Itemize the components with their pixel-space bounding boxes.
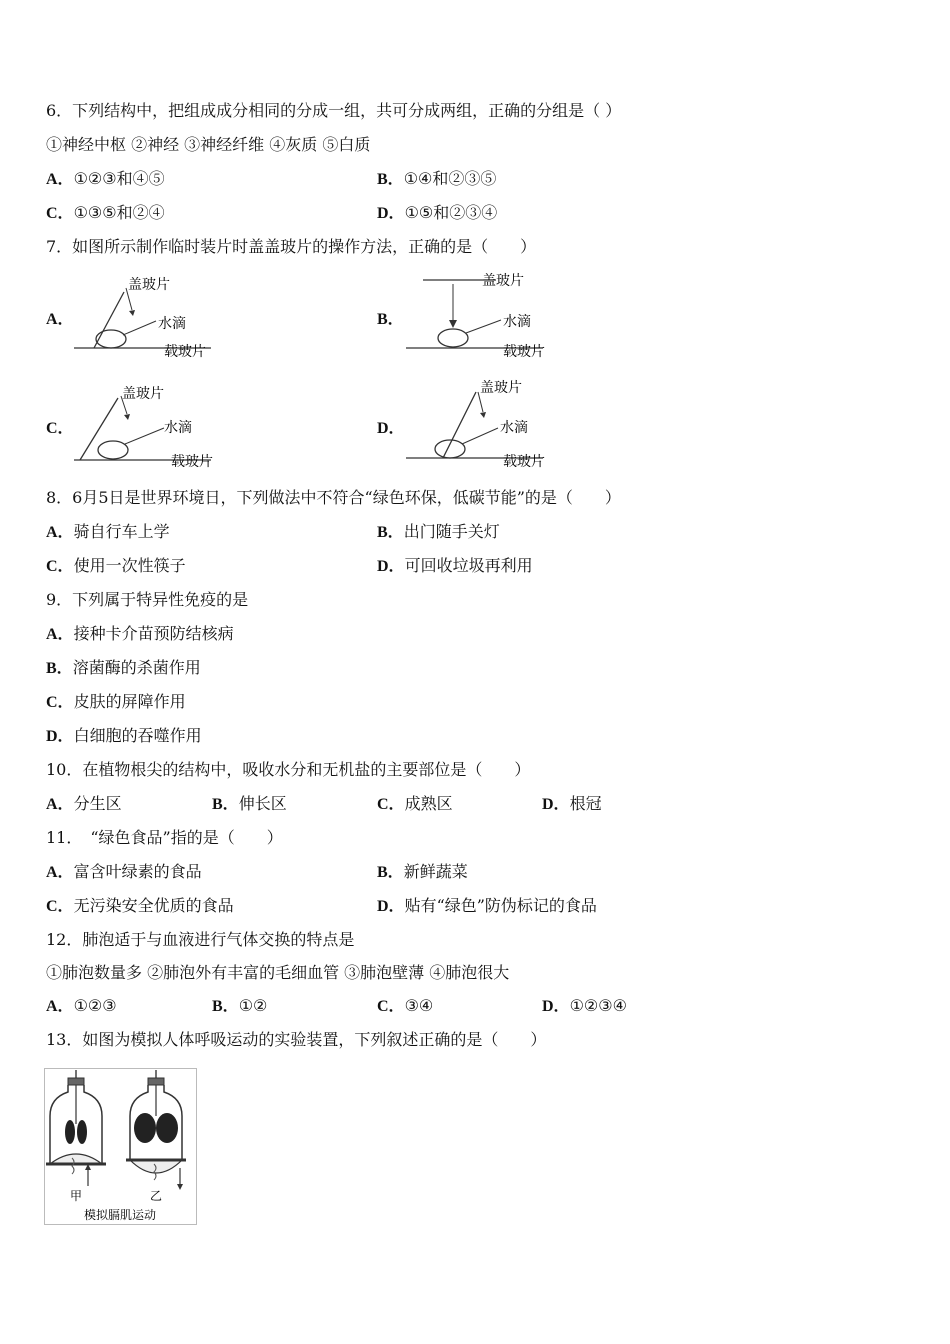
option-letter: B． [377,864,404,881]
q9-stem: 9．下列属于特异性免疫的是 [46,590,249,609]
option-text: ①② [238,996,268,1015]
option-text: 皮肤的屏障作用 [73,692,186,711]
q6-option-c[interactable] [46,202,165,225]
option-letter: B． [212,796,239,813]
label-cover-slip: 盖玻片 [480,380,522,396]
option-letter: C． [46,205,74,222]
q11-option-c[interactable] [46,895,234,918]
option-text: ①③⑤和②④ [73,203,165,222]
arrow-head [124,414,130,420]
label-slide: 载玻片 [171,454,213,470]
option-text: 使用一次性筷子 [73,556,186,575]
label-yi: 乙 [150,1189,163,1203]
option-text: ①②③和④⑤ [73,169,165,188]
cover-slip-line [443,392,476,458]
option-letter: B． [377,524,404,541]
cover-slip-line [94,292,124,348]
option-text: 富含叶绿素的食品 [73,862,202,881]
label-slide: 载玻片 [164,344,206,360]
q9-option-c[interactable] [46,691,186,714]
right-lung-balloon [156,1113,178,1143]
option-letter: C． [46,694,74,711]
option-letter: A． [46,864,74,881]
label-water-drop: 水滴 [164,420,192,436]
water-drop-shape [96,330,126,348]
option-letter: D． [377,205,405,222]
option-letter: B． [212,998,239,1015]
label-slide: 载玻片 [503,344,545,360]
label-cover-slip: 盖玻片 [128,277,170,293]
q12-option-d[interactable] [542,995,627,1018]
q11-option-b[interactable] [377,861,468,884]
q9-option-b[interactable] [46,657,201,680]
right-lung-balloon [77,1120,87,1144]
q8-option-c[interactable] [46,555,186,578]
option-text: 无污染安全优质的食品 [73,896,234,915]
cover-slip-line [80,398,118,460]
label-water-drop: 水滴 [503,314,531,330]
option-text: 出门随手关灯 [403,522,500,541]
option-letter: C． [377,796,405,813]
option-text: 接种卡介苗预防结核病 [73,624,234,643]
q12-option-c[interactable] [377,995,433,1018]
pointer-line [462,428,498,444]
option-text: ③④ [404,996,434,1015]
option-letter: B． [377,311,404,328]
q9-option-d[interactable] [46,725,202,748]
option-letter: A． [46,311,74,328]
q10-option-d[interactable] [542,793,602,816]
q6-option-d[interactable] [377,202,497,225]
option-letter: D． [542,796,570,813]
label-slide: 载玻片 [503,454,545,470]
label-cover-slip: 盖玻片 [482,273,524,289]
arrow-head [129,310,135,316]
label-water-drop: 水滴 [158,316,186,332]
q11-option-a[interactable] [46,861,202,884]
q12-stem: 12．肺泡适于与血液进行气体交换的特点是 [46,930,355,949]
q11-option-d[interactable] [377,895,597,918]
option-letter: C． [377,998,405,1015]
option-letter: A． [46,524,74,541]
q6-option-b[interactable] [377,168,496,191]
label-cover-slip: 盖玻片 [122,386,164,402]
q10-option-c[interactable] [377,793,453,816]
option-text: 可回收垃圾再利用 [404,556,533,575]
q7-figure-a [66,268,226,368]
q8-option-b[interactable] [377,521,500,544]
option-text: 伸长区 [238,794,287,813]
option-letter: B． [377,171,404,188]
option-letter: D． [46,728,74,745]
q8-stem: 8．6月5日是世界环境日，下列做法中不符合“绿色环保，低碳节能”的是（ ） [46,488,621,507]
q7-figure-b [398,268,558,368]
option-text: 骑自行车上学 [73,522,170,541]
water-drop-shape [98,441,128,459]
water-drop-shape [438,329,468,347]
q6-items: ①神经中枢 ②神经 ③神经纤维 ④灰质 ⑤白质 [46,135,371,154]
pointer-line [125,428,164,444]
q12-option-a[interactable] [46,995,117,1018]
q9-option-a[interactable] [46,623,234,646]
option-letter: D． [377,420,405,437]
option-letter: D． [542,998,570,1015]
option-letter: C． [46,898,74,915]
option-text: 分生区 [73,794,122,813]
option-text: ①④和②③⑤ [403,169,497,188]
q7-figure-c [66,378,226,478]
q6-option-a[interactable] [46,168,165,191]
option-letter: A． [46,171,74,188]
option-text: ①②③④ [569,996,627,1015]
label-jia: 甲 [70,1189,83,1203]
q12-items: ①肺泡数量多 ②肺泡外有丰富的毛细血管 ③肺泡壁薄 ④肺泡很大 [46,963,510,982]
q10-option-b[interactable] [212,793,287,816]
q6-stem: 6．下列结构中，把组成成分相同的分成一组，共可分成两组，正确的分组是（ ） [46,101,622,120]
option-text: 新鲜蔬菜 [403,862,468,881]
q13-breathing-model-figure [44,1068,198,1226]
option-text: ①②③ [73,996,117,1015]
pointer-line [123,321,156,335]
q12-option-b[interactable] [212,995,267,1018]
q7-stem: 7．如图所示制作临时装片时盖盖玻片的操作方法，正确的是（ ） [46,237,537,256]
pointer-line [466,320,501,333]
arrow-head [480,412,486,418]
q11-stem: 11． “绿色食品”指的是（ ） [46,828,283,847]
option-letter: C． [46,420,74,437]
option-letter: D． [377,558,405,575]
option-text: 成熟区 [404,794,453,813]
option-text: ①⑤和②③④ [404,203,498,222]
figure-caption: 模拟膈肌运动 [84,1208,157,1222]
option-letter: C． [46,558,74,575]
option-text: 贴有“绿色”防伪标记的食品 [404,896,597,915]
option-text: 根冠 [569,794,602,813]
option-letter: B． [46,660,73,677]
q10-option-a[interactable] [46,793,122,816]
label-water-drop: 水滴 [500,420,528,436]
q10-stem: 10．在植物根尖的结构中，吸收水分和无机盐的主要部位是（ ） [46,760,531,779]
q8-option-d[interactable] [377,555,533,578]
option-text: 溶菌酶的杀菌作用 [72,658,201,677]
option-letter: A． [46,626,74,643]
left-lung-balloon [134,1113,156,1143]
arrow-head [449,320,457,328]
option-letter: D． [377,898,405,915]
q8-option-a[interactable] [46,521,170,544]
option-letter: A． [46,998,74,1015]
q7-figure-d [398,374,558,478]
left-lung-balloon [65,1120,75,1144]
q13-stem: 13．如图为模拟人体呼吸运动的实验装置，下列叙述正确的是（ ） [46,1030,547,1049]
option-letter: A． [46,796,74,813]
option-text: 白细胞的吞噬作用 [73,726,202,745]
